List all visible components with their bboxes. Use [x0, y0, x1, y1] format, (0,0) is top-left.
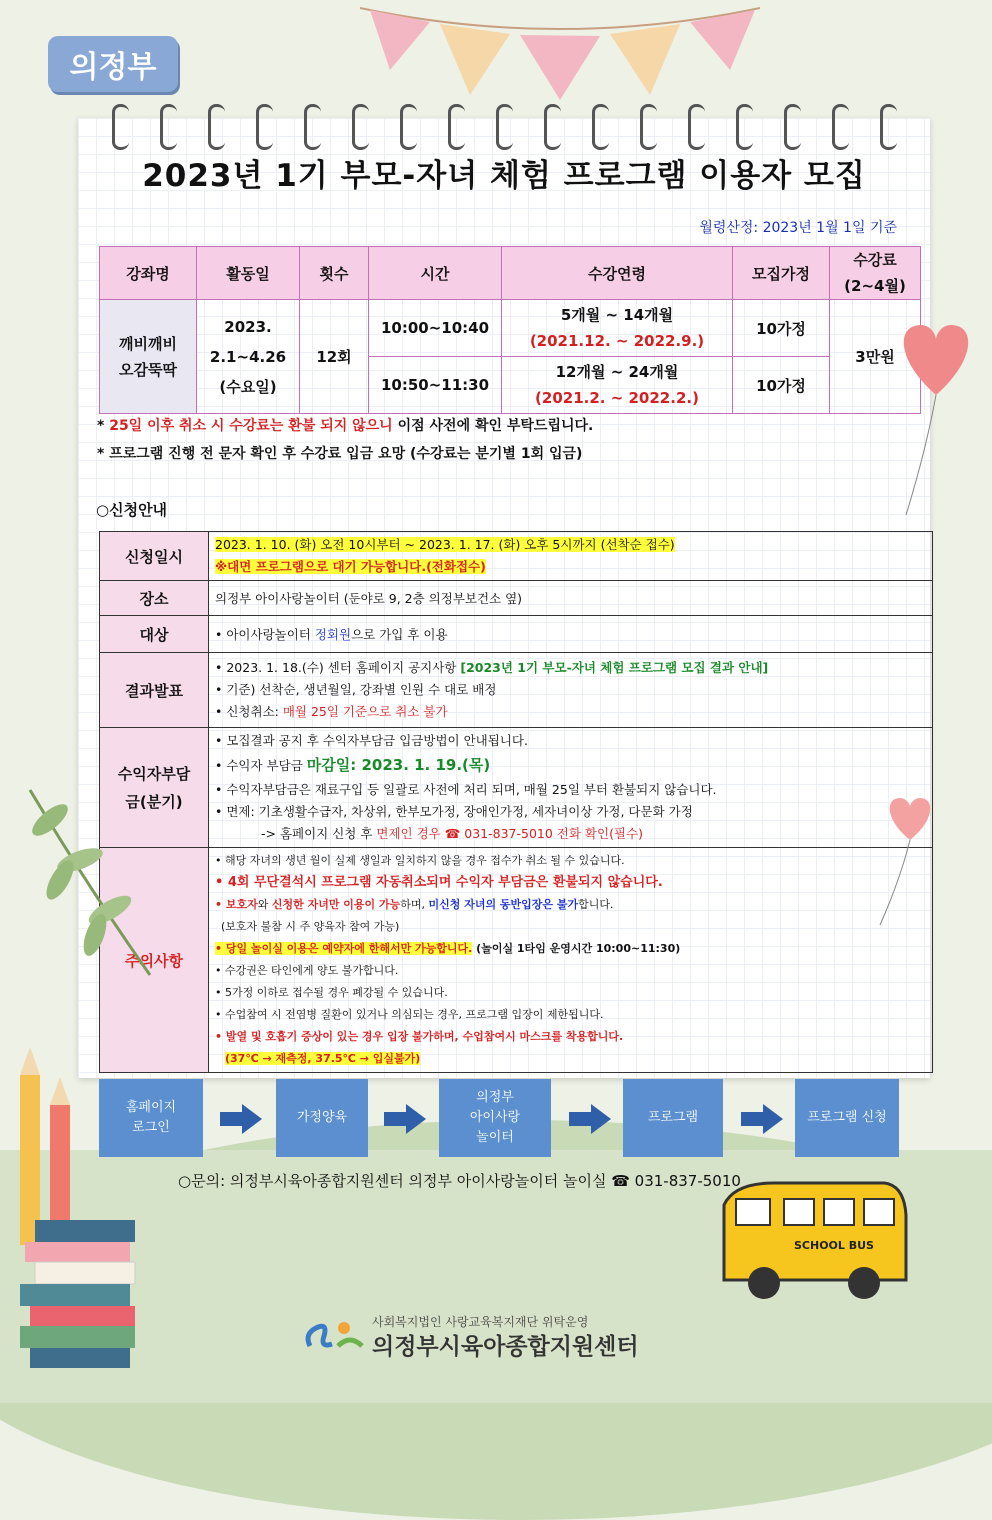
- header-lecture-name: 강좌명: [100, 247, 197, 300]
- org-name: 의정부시육아종합지원센터: [372, 1334, 639, 1360]
- flow-step-home-care: 가정양육: [276, 1079, 368, 1157]
- activity-date-line-3: (수요일): [219, 377, 277, 396]
- center-logo-icon: [302, 1316, 368, 1356]
- header-sessions: 횟수: [300, 247, 369, 300]
- school-bus-icon: [714, 1175, 914, 1315]
- result-line-3: • 신청취소: 매월 25일 기준으로 취소 불가: [215, 704, 448, 719]
- header-activity-date: 활동일: [197, 247, 300, 300]
- refund-note: * 25일 이후 취소 시 수강료는 환불 되지 않으니 이점 사전에 확인 부탁드립니다.: [97, 418, 594, 434]
- region-badge: 의정부: [48, 36, 178, 92]
- fee-line-2: • 수익자 부담금 마감일: 2023. 1. 19.(목): [215, 756, 491, 774]
- caution-cell: [209, 848, 933, 1073]
- lecture-name-cell: [100, 300, 197, 414]
- time-cell-2: 10:50~11:30: [369, 357, 502, 414]
- book-stack-icon: [15, 1220, 145, 1370]
- flow-step-program: 프로그램: [623, 1079, 723, 1157]
- flow-step-program-apply: 프로그램 신청: [795, 1079, 899, 1157]
- schedule-table: [99, 246, 921, 414]
- fee-cell: 3만원: [830, 300, 921, 414]
- caution-line-2: • 4회 무단결석시 프로그램 자동취소되며 수익자 부담금은 환불되지 않습니다.: [215, 875, 663, 890]
- bus-label: SCHOOL BUS: [794, 1239, 874, 1252]
- heart-balloon-small-icon: [870, 790, 950, 930]
- heart-balloon-icon: [886, 300, 992, 520]
- header-age: 수강연령: [502, 247, 733, 300]
- org-subtitle: 사회복지법인 사랑교육복지재단 위탁운영: [372, 1315, 589, 1329]
- page-title: 2023년 1기 부모-자녀 체험 프로그램 이용자 모집: [142, 158, 866, 194]
- caution-line-1: • 해당 자녀의 생년 월이 실제 생일과 일치하지 않을 경우 접수가 취소 될 수 있습니다.: [215, 854, 625, 867]
- bunting-decoration: [360, 0, 760, 110]
- time-cell-1: 10:00~10:40: [369, 300, 502, 357]
- application-table: [99, 531, 933, 1073]
- age-range-1: 5개월 ~ 14개월: [560, 306, 674, 324]
- families-cell-1: 10가정: [733, 300, 830, 357]
- period-label: 신청일시: [100, 532, 209, 581]
- fee-line-5: -> 홈페이지 신청 후 면제인 경우 ☎ 031-837-5010 전화 확인(필수): [261, 826, 643, 841]
- caution-line-7: • 5가정 이하로 접수될 경우 폐강될 수 있습니다.: [215, 986, 448, 999]
- fee-line-3: • 수익자부담금은 재료구입 등 일괄로 사전에 처리 되며, 매월 25일 부터 환불되지 않습니다.: [215, 782, 717, 797]
- leaf-branch-icon: [10, 780, 160, 980]
- result-line-2: • 기준) 선착순, 생년월일, 강좌별 인원 수 대로 배정: [215, 682, 497, 697]
- flow-step-playground: 의정부 아이사랑 놀이터: [439, 1079, 551, 1157]
- activity-date-line-2: 2.1~4.26: [209, 347, 287, 366]
- place-label: 장소: [100, 581, 209, 616]
- activity-date-line-1: 2023.: [224, 317, 272, 336]
- activity-date-cell: [197, 300, 300, 414]
- pencils-icon: [10, 1045, 90, 1245]
- caution-line-6: • 수강권은 타인에게 양도 불가합니다.: [215, 964, 399, 977]
- header-fee: 수강료 (2~4월): [830, 247, 921, 300]
- period-text: 2023. 1. 10. (화) 오전 10시부터 ~ 2023. 1. 17. (화) 오후 5시까지 (선착순 접수): [215, 537, 675, 552]
- place-cell: 의정부 아이사랑놀이터 (둔야로 9, 2층 의정부보건소 옆): [209, 581, 933, 616]
- age-cell-1: [502, 300, 733, 357]
- target-label: 대상: [100, 616, 209, 653]
- waitlist-text: ※대면 프로그램으로 대기 가능합니다.(전화접수): [215, 559, 486, 574]
- age-cell-2: [502, 357, 733, 414]
- lecture-name-line-2: 오감뚝딱: [119, 360, 177, 379]
- contact-info: ○문의: 의정부시육아종합지원센터 의정부 아이사랑놀이터 놀이실 ☎ 031-837-5010: [178, 1172, 741, 1190]
- flow-step-login: 홈페이지 로그인: [99, 1079, 203, 1157]
- caution-line-9: • 발열 및 호흡기 증상이 있는 경우 입장 불가하며, 수업참여시 마스크를 착용합니다.: [215, 1030, 624, 1043]
- birth-range-1: (2021.12. ~ 2022.9.): [529, 332, 705, 350]
- result-cell: [209, 653, 933, 728]
- birth-range-2: (2021.2. ~ 2022.2.): [535, 389, 699, 407]
- sessions-cell: 12회: [300, 300, 369, 414]
- payment-note: * 프로그램 진행 전 문자 확인 후 수강료 입금 요망 (수강료는 분기별 1회 입금): [97, 446, 583, 462]
- fee-line-4: • 면제: 기초생활수급자, 차상위, 한부모가정, 장애인가정, 세자녀이상 가정, 다문화 가정: [215, 804, 693, 819]
- caution-line-3: • 보호자와 신청한 자녀만 이용이 가능하며, 미신청 자녀의 동반입장은 불가합니다.: [215, 898, 614, 911]
- period-cell: [209, 532, 933, 581]
- caution-line-5: • 당일 놀이실 이용은 예약자에 한해서만 가능합니다. (놀이실 1타임 운영시간 10:00~11:30): [215, 942, 681, 955]
- caution-label: 주의사항: [100, 848, 209, 1073]
- age-range-2: 12개월 ~ 24개월: [555, 363, 679, 381]
- caution-line-8: • 수업참여 시 전염병 질환이 있거나 의심되는 경우, 프로그램 입장이 제한됩니다.: [215, 1008, 604, 1021]
- result-line-1: • 2023. 1. 18.(수) 센터 홈페이지 공지사항 [2023년 1기 부모-자녀 체험 프로그램 모집 결과 안내]: [215, 660, 769, 675]
- fee-label: 수익자부담 금(분기): [100, 728, 209, 848]
- application-section-title: ○신청안내: [96, 501, 168, 519]
- header-time: 시간: [369, 247, 502, 300]
- result-label: 결과발표: [100, 653, 209, 728]
- target-cell: • 아이사랑놀이터 정회원으로 가입 후 이용: [209, 616, 933, 653]
- lecture-name-line-1: 깨비깨비: [119, 334, 177, 353]
- age-basis-note: 월령산정: 2023년 1월 1일 기준: [699, 220, 897, 236]
- fee-line-1: • 모집결과 공지 후 수익자부담금 입금방법이 안내됩니다.: [215, 733, 528, 748]
- families-cell-2: 10가정: [733, 357, 830, 414]
- caution-line-10: (37℃ → 재측정, 37.5℃ → 입실불가): [225, 1052, 421, 1065]
- header-families: 모집가정: [733, 247, 830, 300]
- caution-line-4: (보호자 불참 시 주 양육자 참여 가능): [221, 920, 400, 933]
- spiral-rings: [112, 104, 892, 152]
- fee-cell: [209, 728, 933, 848]
